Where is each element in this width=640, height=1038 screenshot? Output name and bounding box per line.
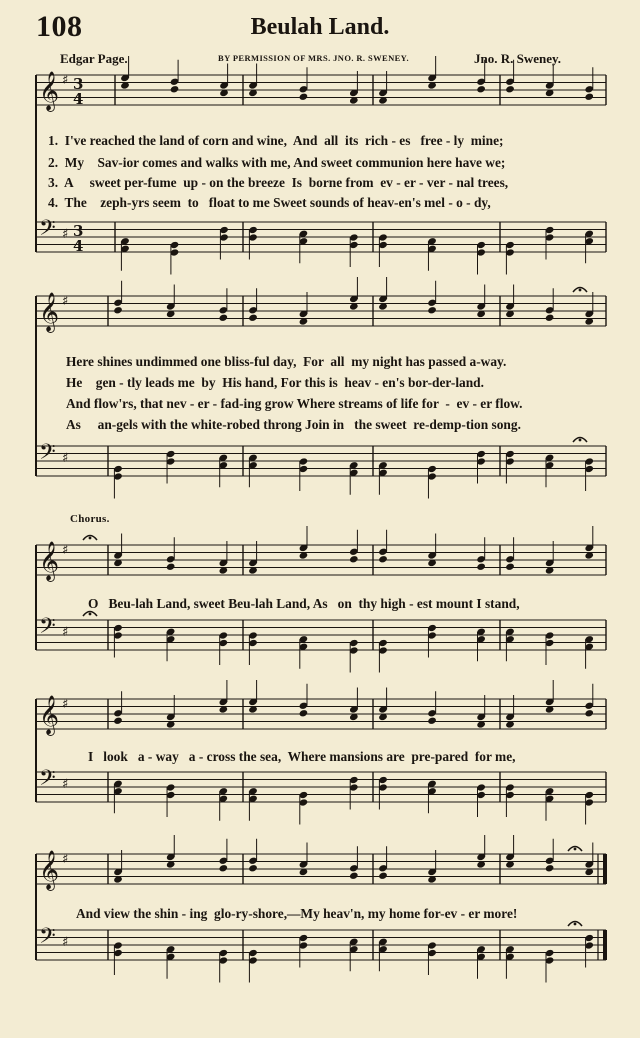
note-head	[378, 872, 388, 880]
verse-2-line-1: 2. My Sav-ior comes and walks with me, And sweet communion here have we;	[48, 155, 506, 170]
note-head	[505, 563, 515, 571]
note-head	[166, 563, 176, 571]
lyricist-credit: Edgar Page.	[60, 51, 128, 66]
note-head	[113, 717, 123, 725]
fermata-dot	[579, 289, 582, 292]
final-barline	[603, 854, 607, 884]
fermata-dot	[574, 848, 577, 851]
chorus-label: Chorus.	[70, 513, 110, 525]
key-signature-sharp-icon: ♯	[62, 451, 69, 466]
note-head	[113, 306, 123, 314]
note-head	[349, 555, 359, 563]
note-head	[476, 563, 486, 571]
note-head	[584, 93, 594, 101]
hymn-title: Beulah Land.	[250, 14, 390, 40]
chorus-line-2: I look a - way a - cross the sea, Where mansions are pre-pared for me,	[88, 749, 516, 764]
bass-clef-icon: 𝄢	[39, 440, 56, 470]
note-head	[219, 864, 229, 872]
verse-3-line-1: 3. A sweet per-fume up - on the breeze Is borne from ev - er - ver - nal trees,	[48, 175, 509, 190]
note-head	[476, 85, 486, 93]
permission-notice: BY PERMISSION OF MRS. JNO. R. SWENEY.	[218, 53, 409, 63]
verse-1-line-1: 1. I've reached the land of corn and wine, And all its rich - es free - ly mine;	[48, 133, 504, 148]
verse-4-line-2: As an-gels with the white-robed throng Join in the sweet re-demp-tion song.	[66, 417, 521, 432]
time-signature-top: 3	[73, 222, 84, 240]
hymn-number: 108	[36, 10, 83, 43]
key-signature-sharp-icon: ♯	[62, 777, 69, 792]
chorus-line-1: O Beu-lah Land, sweet Beu-lah Land, As on thy high - est mount I stand,	[88, 596, 520, 611]
key-signature-sharp-icon: ♯	[62, 543, 69, 558]
note-head	[378, 555, 388, 563]
fermata-dot	[574, 923, 577, 926]
note-head	[427, 717, 437, 725]
note-head	[505, 85, 515, 93]
treble-clef-icon: 𝄞	[39, 695, 60, 735]
treble-clef-icon: 𝄞	[39, 850, 60, 890]
verse-1-line-2: Here shines undimmed one bliss-ful day, For all my night has passed a-way.	[66, 354, 507, 369]
fermata-dot	[89, 613, 92, 616]
key-signature-sharp-icon: ♯	[62, 697, 69, 712]
note-head	[170, 85, 180, 93]
key-signature-sharp-icon: ♯	[62, 73, 69, 88]
note-head	[219, 314, 229, 322]
treble-clef-icon: 𝄞	[39, 541, 60, 581]
time-signature-top: 3	[73, 75, 84, 93]
key-signature-sharp-icon: ♯	[62, 625, 69, 640]
final-barline	[603, 930, 607, 960]
bass-clef-icon: 𝄢	[39, 614, 56, 644]
treble-clef-icon: 𝄞	[39, 71, 60, 111]
time-signature-bottom: 4	[73, 237, 84, 255]
note-head	[299, 93, 309, 101]
note-head	[545, 314, 555, 322]
bass-clef-icon: 𝄢	[39, 216, 56, 246]
chorus-line-3: And view the shin - ing glo-ry-shore,—My heav'n, my home for-ev - er more!	[76, 906, 518, 921]
bass-clef-icon: 𝄢	[39, 766, 56, 796]
note-head	[248, 314, 258, 322]
key-signature-sharp-icon: ♯	[62, 935, 69, 950]
treble-clef-icon: 𝄞	[39, 292, 60, 332]
key-signature-sharp-icon: ♯	[62, 227, 69, 242]
verse-3-line-2: And flow'rs, that nev - er - fad-ing grow Where streams of life for - ev - er flow.	[66, 396, 523, 411]
note-head	[299, 709, 309, 717]
verse-2-line-2: He gen - tly leads me by His hand, For this is heav - en's bor-der-land.	[66, 375, 484, 390]
composer-credit: Jno. R. Sweney.	[474, 51, 562, 66]
bass-clef-icon: 𝄢	[39, 924, 56, 954]
fermata-dot	[579, 439, 582, 442]
note-head	[349, 872, 359, 880]
fermata-dot	[89, 537, 92, 540]
verse-4-line-1: 4. The zeph-yrs seem to float to me Sweet sounds of heav-en's mel - o - dy,	[48, 195, 491, 210]
time-signature-bottom: 4	[73, 90, 84, 108]
key-signature-sharp-icon: ♯	[62, 852, 69, 867]
note-head	[584, 709, 594, 717]
note-head	[427, 306, 437, 314]
note-head	[248, 864, 258, 872]
key-signature-sharp-icon: ♯	[62, 294, 69, 309]
note-head	[545, 864, 555, 872]
